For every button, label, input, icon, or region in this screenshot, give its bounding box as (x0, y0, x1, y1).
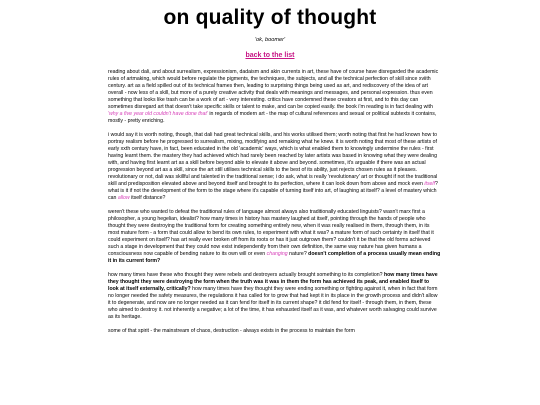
body-text: reading about dali, and about surrealism, expressionism, dadaism and akin currents in art, these have of course have disregarded the academic rules of artmaking, which would before regulate the pigments, the techniques, the subjects, and all the technical perfection of skill since xviith century. art as a field spilled out of its technical frames then, leading to surprising things being used as art, and rediscovery of the idea of art overall - now less of a skill, but more of a purely creative activity that deals with meanings and messages, and personal expression. thus even something that looks like trash can be a work of art - very interesting. critics have condemned these creators at first, and to this day can sometimes disregard art that doesn't take specific skills or talent to make, and can be copied easily. the book i'm reading is in fact dealing with (108, 69, 439, 110)
body-text: some of that spirit - the mainstream of chaos, destruction - always exists in the process to maintain the form (108, 328, 355, 334)
page-subtitle: 'ok, boomer' (254, 37, 286, 43)
emphasis-text: allow (117, 195, 130, 201)
body-text: weren't these who wanted to defeat the traditional rules of language almost always also traditionally educated linguists? wasn't marx first a philosopher, a young hegelian, idealist? how many times in history has mastery laughed at itself, pointing through the hands of people who thought they were destroying the traditional form for creating something entirely new, when it was really realised in them, through them, in its most mature form - a form that could allow to bend its own rules, to experiment with what it was? a mature form of such certainty in itself that it could experiment on itself? has art really ever broken off from its roots or has it just outgrown them? couldn't it be that the old forms achieved such a stage in development that they could now exist independently from their own definition, the same way nature has given humans a consciousness now capable of bending nature to its own will or even (108, 209, 434, 257)
paragraph-intro (108, 69, 441, 125)
emphasis-text: 'why a five year old couldn't have done that' (108, 111, 208, 117)
paragraph-rebels (108, 272, 441, 321)
body-text: in regards of modern art - the map of cultural references and sexual or political subtexts it contains, mostly - pretty enriching. (108, 111, 437, 124)
body-text: how many times have these who thought they were rebels and destroyers actually brought something to its completion? (108, 272, 384, 278)
body-text: itself distance? (129, 195, 166, 201)
body-text: i would say it is worth noting, though, that dali had great technical skills, and his works utilised them; worth noting that first he had known how to portray realism before he progressed to surrealism, mixing, modifying and remaking what he knew. it is worth noting that most of these artists of early xxth century have, in fact, been educated in the old 'academic' ways, which is what enabled them to knowingly undermine the rules - first having learnt them. the mastery they had achieved which had rarely been reached by later artists was based in knowing what they were dealing with, and having first learnt art as a skill before beyond able to elevate it above and beyond. sometimes, it's arguable if there was an actual progression beyond art as a skill, since the art still utilises technical skills to the best of its ability, just rejects chosen rules as it pleases. revolutionary or not, dali was skillful and talented in the traditional sense; i do ask, what is really 'revolutionary' art or thought if not the traditional skill and predisposition elevated above and beyond itself and brought to its perfection, where it can look down from above and mock even (108, 132, 438, 187)
bold-text: doesn't completion of a process usually mean ending it in its current form? (108, 251, 441, 264)
page-title: on quality of thought (163, 6, 377, 29)
header (0, 6, 540, 62)
emphasis-text: itself (424, 181, 436, 187)
paragraph-cutoff (108, 328, 441, 335)
body-text: ? what is it if not the development of the form to the stage where it's capable of turning itself into art, of laughing at itself? a level of mastery which can (108, 181, 438, 201)
back-to-list-link[interactable]: back to the list (245, 52, 295, 59)
paragraph-marx (108, 209, 441, 265)
bold-text: how many times have they thought they were destroying the form when the truth was it was in them the form has achieved its peak, and enabled itself to look at itself externally, critically? (108, 272, 438, 292)
article-body (108, 69, 441, 342)
paragraph-skill (108, 132, 441, 202)
body-text: nature? (287, 251, 309, 257)
emphasis-text: changing (266, 251, 288, 257)
body-text: how many times have they thought they were ending something or fighting against it, when in fact that form no longer needed the safety measures, the regulations it has called for to grow that had kept it in its place in the growth process and didn't allow it to degenerate, and now are no longer needed as it can fend for itself in its current shape? it did fend for itself - through them, in them, these who aimed to destroy it. not inherently a negative; a lot of the time, it has exhausted itself as it was, and whatever worth salvaging could survive as its heritage. (108, 286, 438, 320)
